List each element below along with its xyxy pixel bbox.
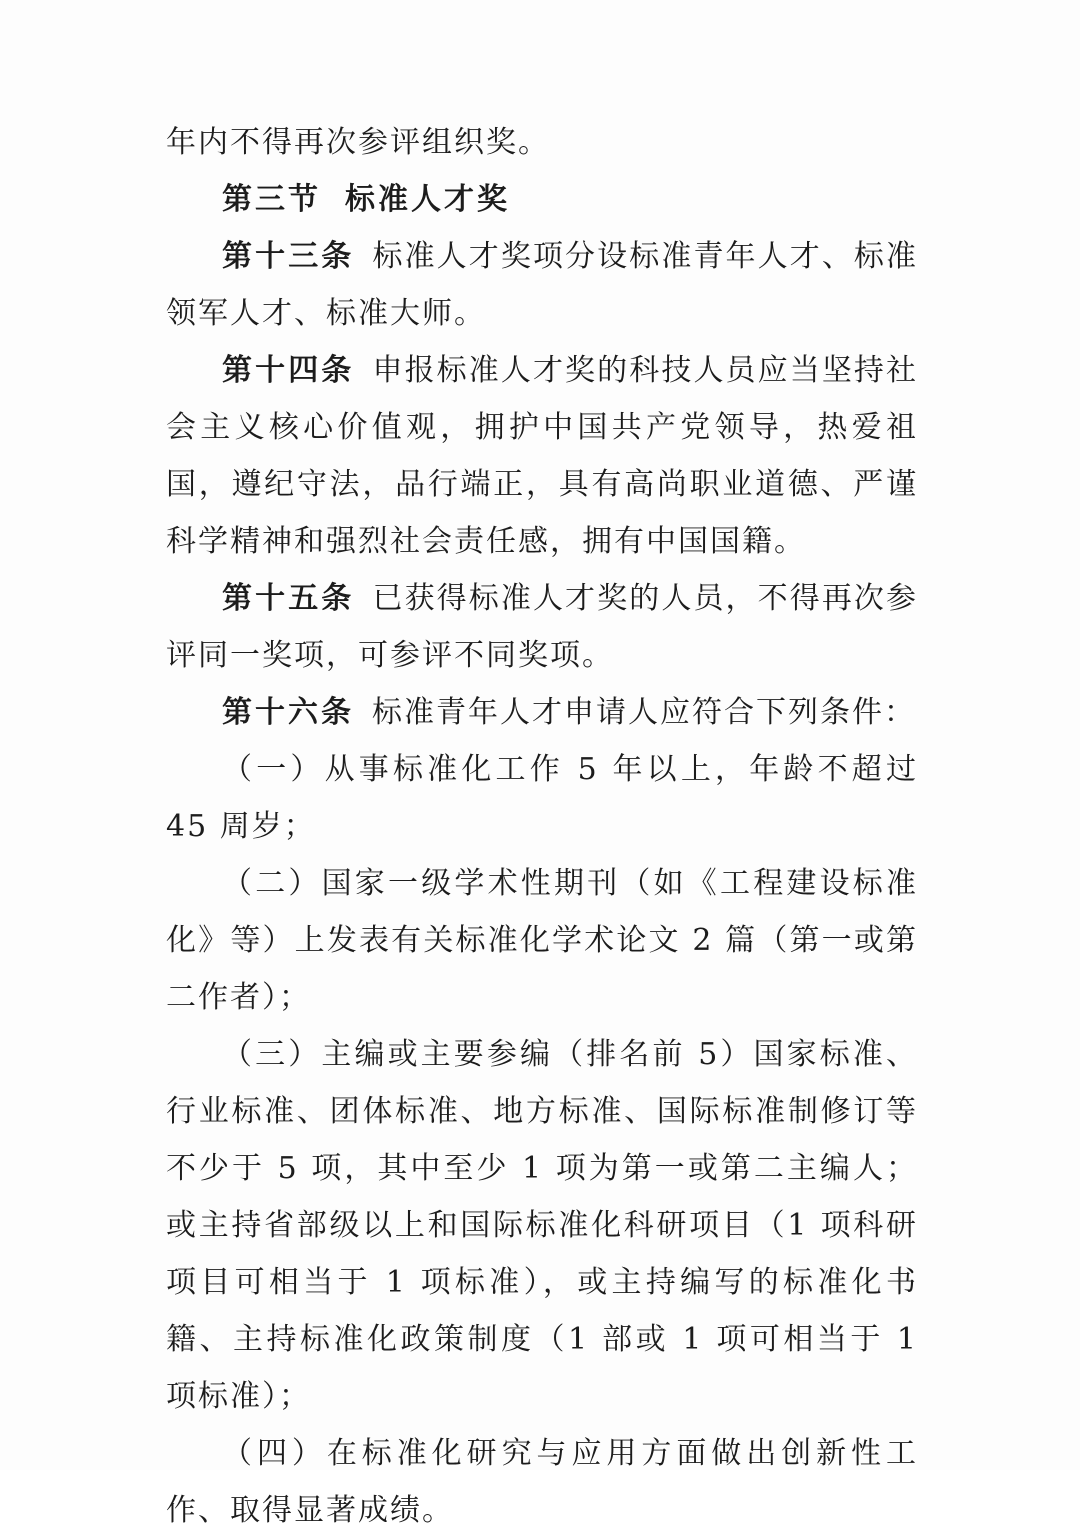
article-text: 标准人才奖项分设标准青年人才、标准领军人才、标准大师。 — [166, 239, 919, 331]
condition-item-1: （一）从事标准化工作 5 年以上，年龄不超过 45 周岁； — [166, 752, 918, 844]
condition-item-3: （三）主编或主要参编（排名前 5）国家标准、行业标准、团体标准、地方标准、国际标准制修订等不少于 5 项，其中至少 1 项为第一或第二主编人；或主持省部级以上和国际标准化科研项目（1 项科研项目可相当于 1 项标准），或主持编写的标准化书籍、主持标准化政策制度（1 部或 1 项可相当于 1 项标准）； — [166, 1037, 918, 1414]
article-13 — [166, 228, 918, 342]
article-16 — [166, 684, 918, 741]
section-heading — [166, 171, 918, 228]
article-14 — [166, 342, 918, 570]
article-number: 第十六条 — [222, 695, 354, 730]
article-number: 第十四条 — [222, 353, 355, 388]
condition-item-2: （二）国家一级学术性期刊（如《工程建设标准化》等）上发表有关标准化学术论文 2 篇（第一或第二作者）； — [166, 866, 918, 1015]
document-body — [166, 114, 918, 1539]
article-number: 第十五条 — [222, 581, 355, 616]
article-number: 第十三条 — [222, 239, 355, 274]
article-text: 申报标准人才奖的科技人员应当坚持社会主义核心价值观，拥护中国共产党领导，热爱祖国，遵纪守法，品行端正，具有高尚职业道德、严谨科学精神和强烈社会责任感，拥有中国国籍。 — [166, 353, 919, 559]
article-15 — [166, 570, 918, 684]
section-title: 标准人才奖 — [345, 182, 510, 217]
condition-item-4: （四）在标准化研究与应用方面做出创新性工作、取得显著成绩。 — [166, 1436, 918, 1528]
article-text: 标准青年人才申请人应符合下列条件： — [372, 695, 916, 730]
article-text: 已获得标准人才奖的人员，不得再次参评同一奖项，可参评不同奖项。 — [166, 581, 919, 673]
section-number: 第三节 — [222, 182, 321, 217]
continuation-paragraph: 年内不得再次参评组织奖。 — [166, 125, 550, 160]
